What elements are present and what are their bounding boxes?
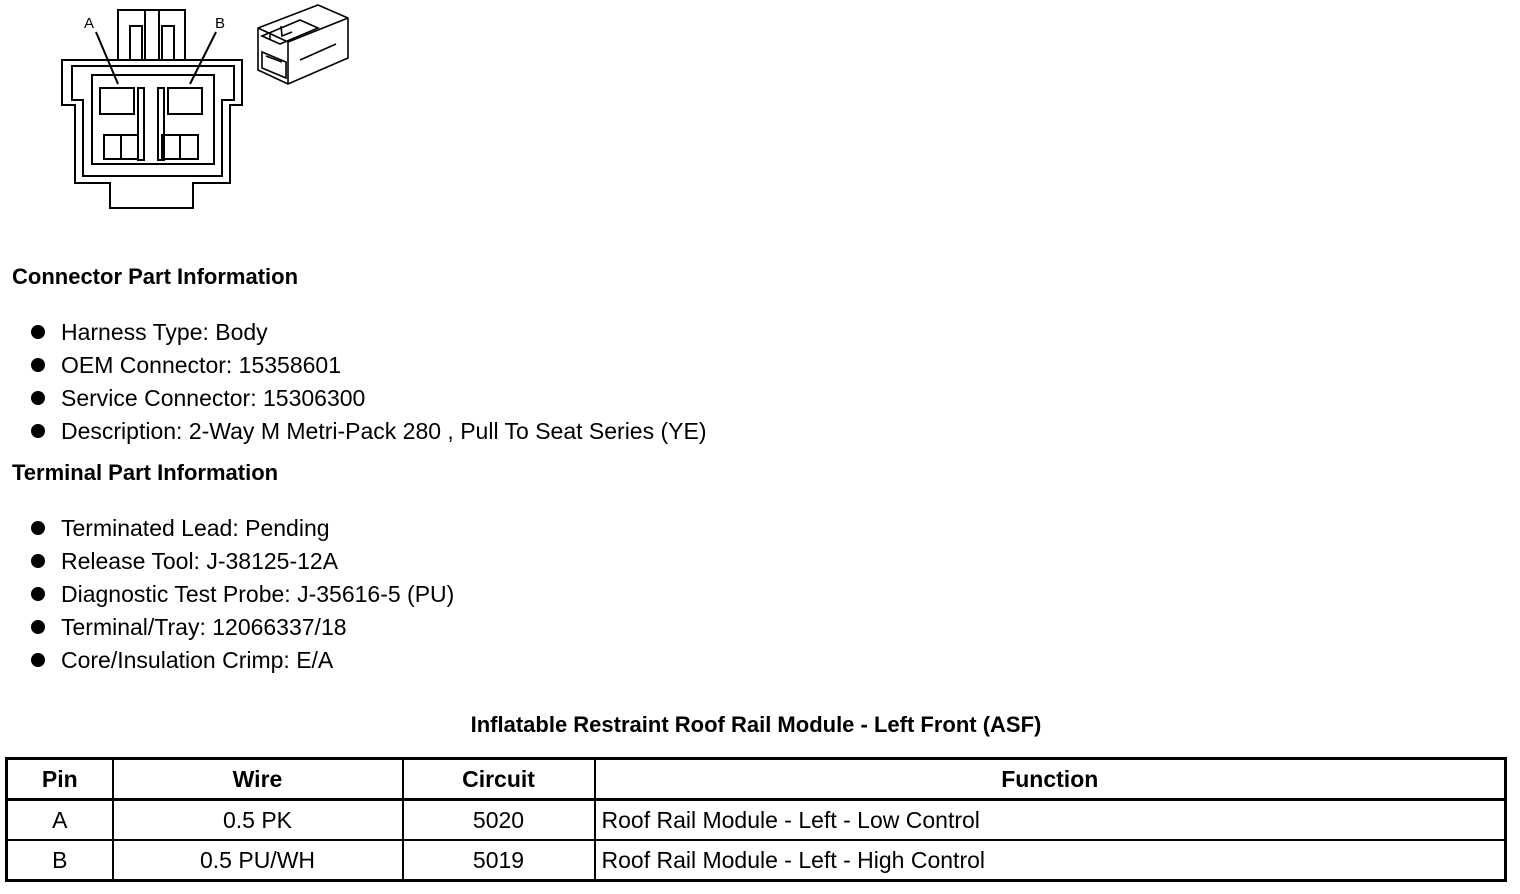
connector-info-list xyxy=(28,316,707,448)
list-item: Diagnostic Test Probe: J-35616-5 (PU) xyxy=(28,578,454,611)
pin-table xyxy=(5,757,1507,882)
bullet-icon xyxy=(31,653,45,667)
list-item: Terminated Lead: Pending xyxy=(28,512,454,545)
cell-pin: B xyxy=(7,840,113,881)
table-row xyxy=(7,800,1506,841)
pin-label-b: B xyxy=(215,15,226,32)
header-circuit: Circuit xyxy=(403,759,595,800)
cell-circuit: 5020 xyxy=(403,800,595,841)
cell-circuit: 5019 xyxy=(403,840,595,881)
pin-label-a: A xyxy=(84,15,95,32)
bullet-icon xyxy=(31,391,45,405)
cell-function: Roof Rail Module - Left - High Control xyxy=(595,840,1506,881)
list-item: Release Tool: J-38125-12A xyxy=(28,545,454,578)
bullet-icon xyxy=(31,620,45,634)
header-pin: Pin xyxy=(7,759,113,800)
bullet-icon xyxy=(31,358,45,372)
bullet-icon xyxy=(31,424,45,438)
list-item: Service Connector: 15306300 xyxy=(28,382,707,415)
terminal-info-list xyxy=(28,512,454,677)
header-function: Function xyxy=(595,759,1506,800)
connector-face-diagram xyxy=(0,0,400,220)
list-item: Harness Type: Body xyxy=(28,316,707,349)
terminal-info-title: Terminal Part Information xyxy=(12,460,279,485)
list-item: Description: 2-Way M Metri-Pack 280 , Pull To Seat Series (YE) xyxy=(28,415,707,448)
connector-info-title: Connector Part Information xyxy=(12,264,299,289)
connector-isometric-icon xyxy=(258,5,348,84)
table-row xyxy=(7,840,1506,881)
table-header-row xyxy=(7,759,1506,800)
cell-pin: A xyxy=(7,800,113,841)
bullet-icon xyxy=(31,521,45,535)
bullet-icon xyxy=(31,325,45,339)
list-item: Core/Insulation Crimp: E/A xyxy=(28,644,454,677)
table-title: Inflatable Restraint Roof Rail Module - Left Front (ASF) xyxy=(470,712,1042,737)
list-item: Terminal/Tray: 12066337/18 xyxy=(28,611,454,644)
cell-wire: 0.5 PK xyxy=(113,800,403,841)
bullet-icon xyxy=(31,554,45,568)
list-item: OEM Connector: 15358601 xyxy=(28,349,707,382)
bullet-icon xyxy=(31,587,45,601)
cell-function: Roof Rail Module - Left - Low Control xyxy=(595,800,1506,841)
cell-wire: 0.5 PU/WH xyxy=(113,840,403,881)
header-wire: Wire xyxy=(113,759,403,800)
